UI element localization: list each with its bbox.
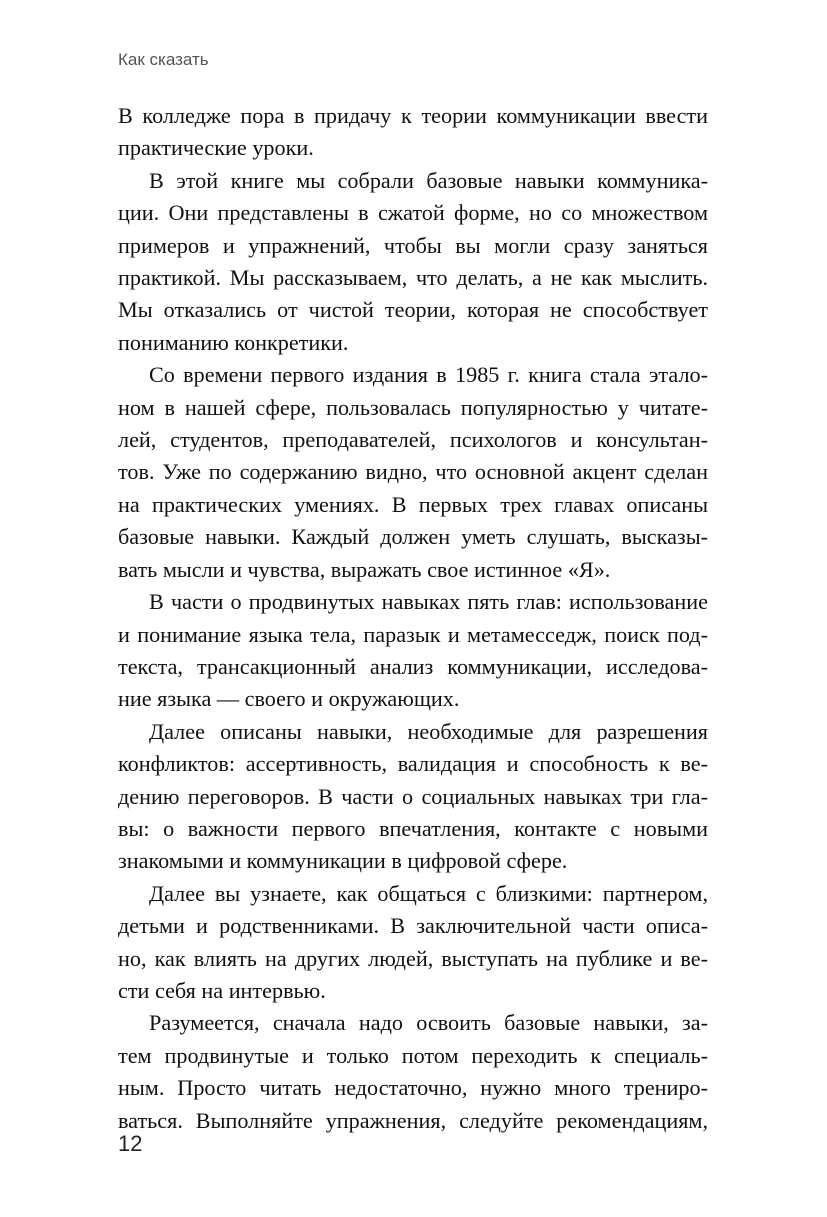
text-line: ваться. Выполняйте упражнения, следуйте рекомендациям,: [118, 1107, 708, 1133]
text-line: дению переговоров. В части о социальных навыках три гла-: [118, 783, 708, 809]
text-line: знакомыми и коммуникации в цифровой сфере.: [118, 848, 568, 874]
paragraph-1: [118, 100, 708, 165]
text-line: вать мысли и чувства, выражать свое истинное «Я».: [118, 556, 611, 582]
paragraph-2: [118, 165, 708, 359]
paragraph-6: [118, 878, 708, 1008]
running-header: Как сказать: [118, 50, 209, 69]
text-line: В колледже пора в придачу к теории коммуникации ввести: [118, 103, 708, 128]
text-line: на практических умениях. В первых трех главах описаны: [118, 491, 708, 517]
text-line: Мы отказались от чистой теории, которая не способствует: [118, 297, 708, 323]
text-line: В этой книге мы собрали базовые навыки коммуника-: [149, 167, 708, 193]
text-line: лей, студентов, преподавателей, психологов и консультан-: [118, 427, 708, 453]
text-line: примеров и упражнений, чтобы вы могли сразу заняться: [118, 232, 708, 258]
text-line: базовые навыки. Каждый должен уметь слушать, высказы-: [118, 524, 708, 550]
text-line: ние языка — своего и окружающих.: [118, 686, 460, 712]
text-line: детьми и родственниками. В заключительной части описа-: [118, 913, 708, 939]
text-line: В части о продвинутых навыках пять глав: использование: [149, 589, 708, 615]
paragraph-3: [118, 359, 708, 586]
text-line: ном в нашей сфере, пользовалась популярностью у читате-: [118, 394, 708, 420]
text-line: конфликтов: ассертивность, валидация и способность к ве-: [118, 751, 708, 777]
text-line: ции. Они представлены в сжатой форме, но со множеством: [118, 200, 708, 226]
text-line: тем продвинутые и только потом переходить к специаль-: [118, 1042, 708, 1068]
text-line: практикой. Мы рассказываем, что делать, а не как мыслить.: [118, 265, 708, 291]
text-line: но, как влиять на других людей, выступать на публике и ве-: [118, 945, 708, 971]
text-line: сти себя на интервью.: [118, 977, 326, 1003]
paragraph-7: [118, 1007, 708, 1137]
text-line: вы: о важности первого впечатления, контакте с новыми: [118, 815, 708, 841]
paragraph-5: [118, 716, 708, 878]
text-line: Разумеется, сначала надо освоить базовые навыки, за-: [149, 1010, 708, 1036]
text-line: Далее вы узнаете, как общаться с близкими: партнером,: [149, 880, 708, 906]
text-line: Со времени первого издания в 1985 г. книга стала эталo-: [149, 362, 708, 388]
text-line: тов. Уже по содержанию видно, что основной акцент сделан: [118, 459, 708, 485]
text-line: пониманию конкретики.: [118, 329, 349, 355]
page-number: 12: [118, 1131, 143, 1156]
text-line: и понимание языка тела, паразык и метамесседж, поиск под-: [118, 621, 708, 647]
text-line: практические уроки.: [118, 135, 314, 161]
text-line: ным. Просто читать недостаточно, нужно много трениро-: [118, 1075, 708, 1101]
paragraph-4: [118, 586, 708, 716]
text-line: текста, трансакционный анализ коммуникации, исследова-: [118, 653, 708, 679]
body-text: [118, 100, 708, 1137]
text-line: Далее описаны навыки, необходимые для разрешения: [149, 718, 708, 744]
